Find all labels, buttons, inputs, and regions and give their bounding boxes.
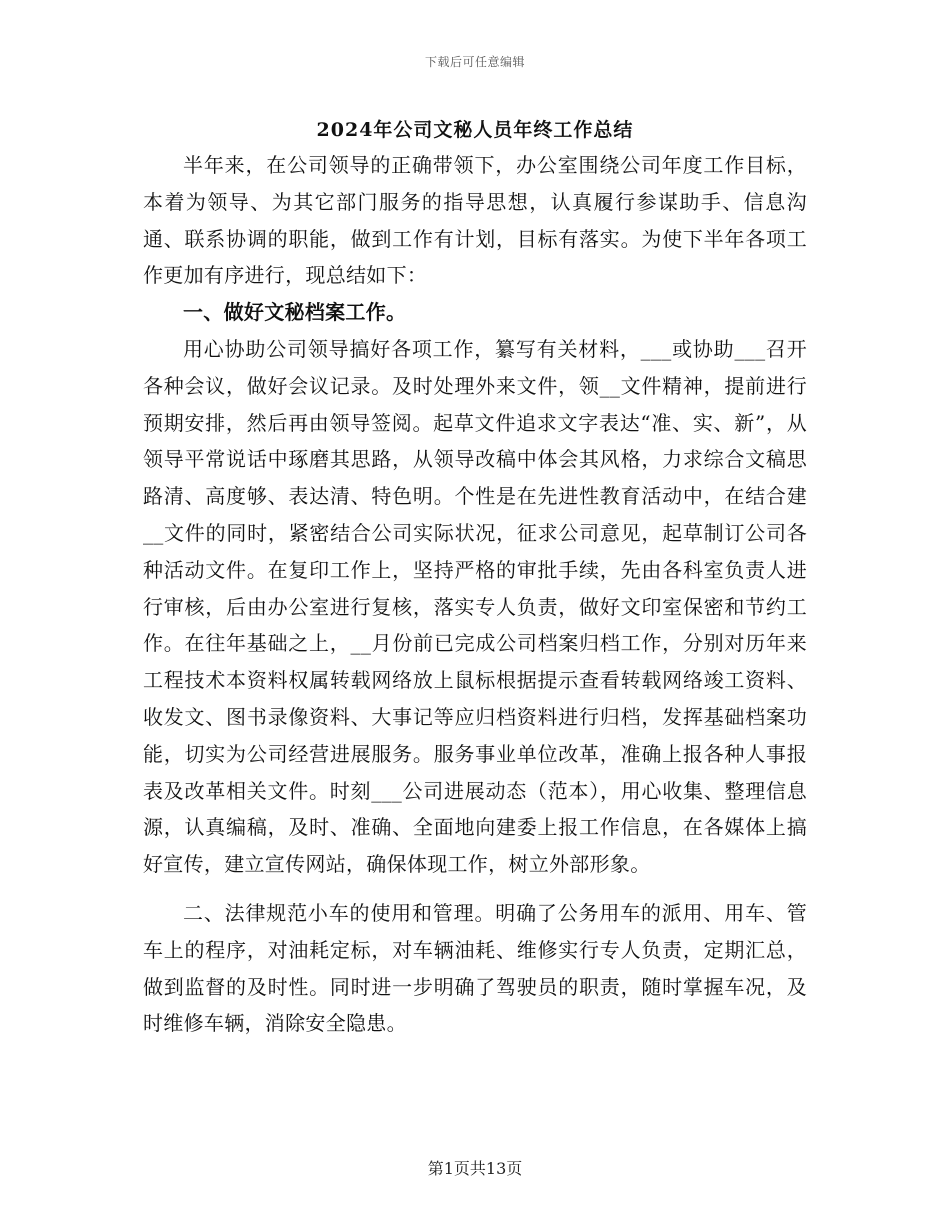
page-number: 第1页共13页 [427,1159,523,1178]
vehicle-management-paragraph: 二、法律规范小车的使用和管理。明确了公务用车的派用、用车、管车上的程序，对油耗定标，对车辆油耗、维修实行专人负责，定期汇总，做到监督的及时性。同时进一步明确了驾驶员的职责，随时掌握车况，及时维修车辆，消除安全隐患。 [143,900,807,1036]
document-title: 2024年公司文秘人员年终工作总结 [316,119,634,141]
document-body [143,147,807,1042]
archives-paragraph: 用心协助公司领导搞好各项工作，纂写有关材料，___或协助___召开各种会议，做好会议记录。及时处理外来文件，领__文件精神，提前进行预期安排，然后再由领导签阅。起草文件追求文字表达“准、实、新”，从领导平常说话中琢磨其思路，从领导改稿中体会其风格，力求综合文稿思路清、高度够、表达清、特色明。个性是在先进性教育活动中，在结合建__文件的同时，紧密结合公司实际状况，征求公司意见，起草制订公司各种活动文件。在复印工作上，坚持严格的审批手续，先由各科室负责人进行审核，后由办公室进行复核，落实专人负责，做好文印室保密和节约工作。在往年基础之上，__月份前已完成公司档案归档工作，分别对历年来工程技术本资料权属转载网络放上鼠标根据提示查看转载网络竣工资料、收发文、图书录像资料、大事记等应归档资料进行归档，发挥基础档案功能，切实为公司经营进展服务。服务事业单位改革，准确上报各种人事报表及改革相关文件。时刻___公司进展动态（范本），用心收集、整理信息源，认真编稿，及时、准确、全面地向建委上报工作信息，在各媒体上搞好宣传，建立宣传网站，确保体现工作，树立外部形象。 [143,336,807,877]
intro-paragraph: 半年来，在公司领导的正确带领下，办公室围绕公司年度工作目标，本着为领导、为其它部门服务的指导思想，认真履行参谋助手、信息沟通、联系协调的职能，做到工作有计划，目标有落实。为使下半年各项工作更加有序进行，现总结如下： [143,153,807,288]
section-heading-archives: 一、做好文秘档案工作。 [183,300,407,325]
page-header-note: 下载后可任意编辑 [424,55,525,69]
